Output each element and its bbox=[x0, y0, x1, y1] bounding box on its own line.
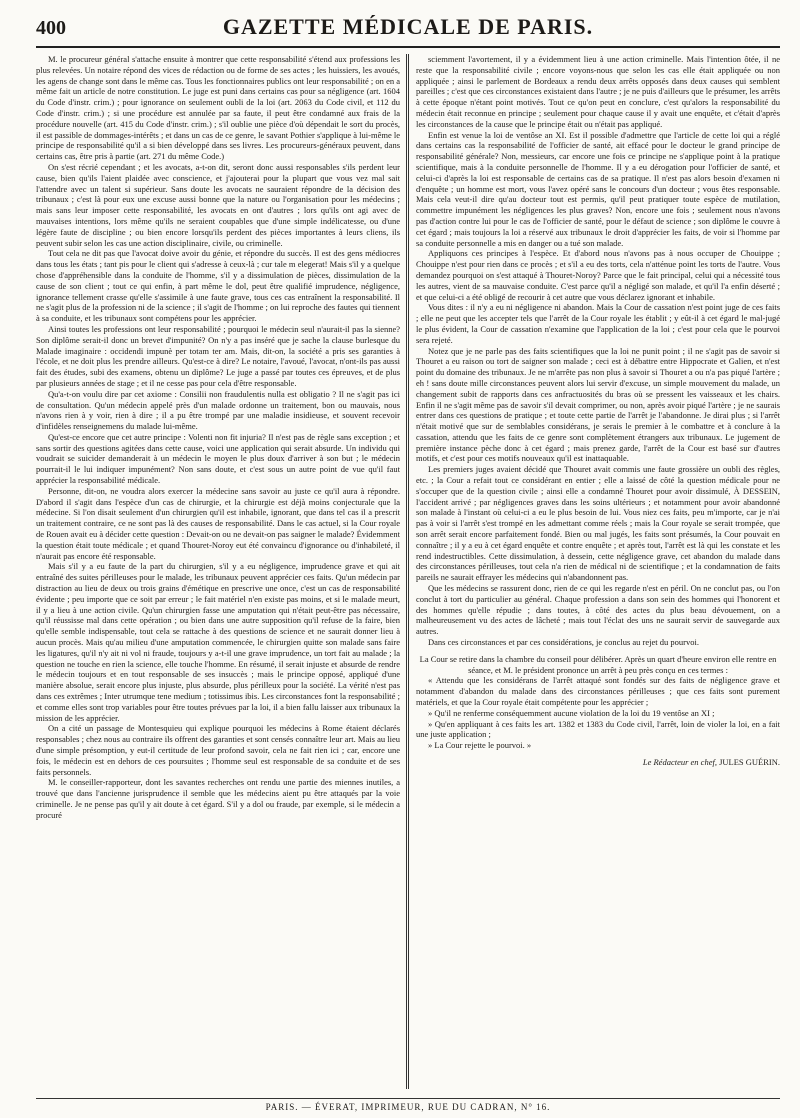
ruling-clause: « Attendu que les considérans de l'arrêt attaqué sont fondés sur des faits de négligence grave et notamment d'abandon du malade dans des circonstances périlleuses ; que ces faits sont purement matériels, et que la Cour royale était compétente pour les apprécier ; bbox=[416, 675, 780, 708]
paragraph: M. le conseiller-rapporteur, dont les savantes recherches ont rendu une partie des miennes inutiles, a trouvé que dans l'ancienne jurisprudence il semble que les médecins aient pu être attaqués par la voie criminelle. Je ne pense pas qu'il y ait doute à cet égard. S'il y a dol ou fraude, par exemple, si le médecin a procuré bbox=[36, 777, 401, 820]
page-number: 400 bbox=[36, 17, 66, 39]
right-column-paragraphs bbox=[416, 54, 780, 648]
paragraph: Personne, dit-on, ne voudra alors exercer la médecine sans savoir au juste ce qu'il aura à répondre. D'abord il s'agit dans l'espèce d'un cas de chirurgie, et la chirurgie est déjà moins conjecturale que la médecine. Si l'on disait seulement d'un chirurgien qu'il est inhabile, ignorant, que dans tel cas il a prescrit un traitement contraire, ce ne sont pas là des causes de responsabilité. Dans le cas actuel, si la Cour royale de Rouen avait eu à décider cette question : Devait-on ou ne devait-on pas saigner le malade? Évidemment la question était toute médicale ; et quand Thouret-Noroy eut été convaincu d'ignorance ou d'inhabileté, il n'aurait pas encore été responsable. bbox=[36, 485, 401, 561]
signature bbox=[416, 757, 780, 768]
paragraph: Tout cela ne dit pas que l'avocat doive avoir du génie, et répondre du succès. Il est des gens médiocres dans tous les états ; tant pis pour le client qui s'adresse à ceux-là ; cur tale m elegerat! Mais s'il y a quelque chose d'appréhensible dans la conduite de l'homme, s'il y a dissimulation de pièces, dissimulation de la cause de son client ; tout ce qui enfin, à part même le dol, peut être qualifié imprudence, négligence, ignorance tellement crasse qu'elle s'assimile à une faute grave, tous ces cas entraînent la responsabilité. Il ne s'agit plus de la profession ni de la science ; il s'agit de l'homme ; on lui reproche des fautes qui tiennent à sa conduite, et les tribunaux sont compétens pour les apprécier. bbox=[36, 248, 401, 324]
paragraph: On s'est récrié cependant ; et les avocats, a-t-on dit, seront donc aussi responsables s'ils perdent leur cause, bien qu'ils l'aient plaidée avec conscience, et j'ajouterai pour la plupart que vous vez mal sait l'attendre avec un talent si supérieur. Sans doute les avocats ne sauraient répondre de la décision des tribunaux ; c'est là pour eux une excuse aussi bonne que la nature ou l'organisation pour les médecins ; mais sans leur imposer cette responsabilité, les avocats en ont d'autres ; lors qu'ils ont agi avec de mauvaises intentions, lors même qu'ils ne seraient coupables que d'une simple indélicatesse, ou d'une légère faute de discipline ; ou bien encore lorsqu'ils perdent des pièces importantes à leurs cliens, ils peuvent subir selon les cas une action disciplinaire, civile, ou criminelle. bbox=[36, 161, 401, 248]
left-column bbox=[36, 54, 400, 1089]
paragraph: M. le procureur général s'attache ensuite à montrer que cette responsabilité s'étend aux professions les plus relevées. Un notaire répond des vices de rédaction ou de forme de ses actes ; les huissiers, les avoués, les agens de change sont dans le même cas. Tous les fonctionnaires publics ont leur responsabilité ; on en a même fait un article de notre constitution. Le juge est puni dans certains cas pour sa négligence (art. 1604 du Code d'instr. crim.) ; pour ignorance on seulement oubli de la loi (art. 2063 du Code civil, et 112 du Code d'instr. crim.) ; si une procédure est annulée par sa faute, il peut être condamné aux frais de la procédure nouvelle (art. 415 du Code d'instr. crim.) ; s'il oublie une pièce d'où dépendait le sort du procès, il est passible de dommages-intérêts ; et dans un cas de ce genre, le savant Pothier s'applique à lui-même le principe de responsabilité qu'il a si bien développé dans ses livres. Les procureurs-généraux peuvent, dans certains cas, être pris à partie (art. 271 du même Code.) bbox=[36, 54, 401, 162]
paragraph: Ainsi toutes les professions ont leur responsabilité ; pourquoi le médecin seul n'aurait-il pas la sienne? Son diplôme serait-il donc un brevet d'impunité? On n'y a pas inséré que je sache la clause burlesque du Malade imaginaire : occidendi impunè per totam ter am. Mais, dit-on, la société a pris ses garanties à l'école, et ne doit plus les prendre ailleurs. Qu'est-ce à dire? Le notaire, l'avoué, l'avocat, n'ont-ils pas aussi fait des études, subi des examens, obtenu un diplôme? Le juge a passé par toutes ces épreuves, et de plus par plusieurs années de stage ; et il ne cesse pas pour cela d'être responsable. bbox=[36, 323, 401, 388]
right-column bbox=[416, 54, 780, 1089]
page-title: GAZETTE MÉDICALE DE PARIS. bbox=[222, 14, 594, 39]
article-body bbox=[36, 54, 780, 1089]
paragraph: Dans ces circonstances et par ces considérations, je conclus au rejet du pourvoi. bbox=[428, 637, 699, 648]
signature-label: Le Rédacteur en chef, bbox=[642, 757, 717, 767]
paragraph: Qu'est-ce encore que cet autre principe : Volenti non fit injuria? Il n'est pas de règle sans exception ; et sans sortir des questions agitées dans cette cause, voici une application qui serait absurde. Un individu qui voudrait se suicider demanderait à un médecin le moyen le plus doux d'arriver à son but ; le médecin pourrait-il le lui indiquer impunément? Non sans doute, et c'est sous un autre point de vue qu'il faut apprécier la responsabilité médicale. bbox=[36, 431, 401, 486]
court-ruling bbox=[416, 675, 780, 751]
paragraph: Qu'a-t-on voulu dire par cet axiome : Consilii non fraudulentis nulla est obligatio ? Il ne s'agit pas ici de consultation. Qu'un médecin appelé près d'un malade ordonne un traitement, bon ou mauvais, nous n'avons rien à y voir, rien à dire ; il a pu être trompé par une maladie insidieuse, et souvent recevoir d'infidèles renseignemens du malade lui-même. bbox=[36, 388, 401, 432]
paragraph: Appliquons ces principes à l'espèce. Et d'abord nous n'avons pas à nous occuper de Chouippe ; Chouippe n'est pour rien dans ce procès ; et s'il a eu des torts, cela n'atténue point les torts de l'autre. Vous demandez pourquoi on s'est attaqué à Thouret-Noroy? Parce que le fait principal, celui qui a nécessité tous les autres, vient de sa mauvaise conduite. C'est parce qu'il a négligé son malade, et qu'il l'a enfin déserté ; et que celui-ci a été obligé de recourir à cet autre que vous déclarez ignorant et inhabile. bbox=[416, 248, 780, 302]
column-divider bbox=[406, 54, 410, 1089]
paragraph: Vous dites : il n'y a eu ni négligence ni abandon. Mais la Cour de cassation n'est point juge de ces faits ; elle ne peut que les accepter tels que l'arrêt de la Cour royale les établit ; y eût-il à cet égard le mal-jugé le plus évident, la Cour de cassation n'examine que l'application de la loi ; c'est pour cela que le pourvoi sera rejeté. bbox=[416, 302, 780, 345]
masthead bbox=[36, 14, 780, 48]
paragraph: Enfin est venue la loi de ventôse an XI. Est il possible d'admettre que l'article de cette loi qui a réglé dans certains cas la responsabilité de l'officier de santé, ait effacé pour le docteur le grand principe de responsabilité générale? Non, messieurs, car encore une fois ce principe ne s'applique point à la pratique scientifique, mais à la conduite personnelle de l'homme. Il y a eu dérogation pour l'officier de santé, et celui-ci d'après la loi est responsable de certains cas de sa pratique. Il n'est pas alors besoin d'examen ni d'enquête ; un homme est mort, vous l'avez opéré sans le concours d'un docteur ; vous êtes responsable. Mais cela veut-il dire qu'au docteur tout est permis, qu'il peut pratiquer toute espèce de mutilation, commettre impunément les négligences les plus graves? Non, encore une fois ; seulement nous n'avons pas d'action contre lui pour le cas de l'officier de santé, pour le défaut de science ; son diplôme le couvre à cet égard ; mais toujours la loi a réservé aux tribunaux le droit d'apprécier les faits, de voir si l'homme par sa conduite personnelle a mis en danger ou a tué son malade. bbox=[416, 129, 780, 248]
paragraph: Notez que je ne parle pas des faits scientifiques que la loi ne punit point ; il ne s'agit pas de savoir si Thouret a eu raison ou tort de saigner son malade ; ceci est à débattre entre Hippocrate et Galien, et n'est point du domaine des tribunaux. Je ne m'arrête pas non plus à savoir si Thouret a ou n'a pas piqué l'artère ; eh ! sans doute mille circonstances peuvent alors lui servir d'excuse, un simple mouvement du malade, un changement subit de rapports dans ces anfractuosités du bras où se pressent les vaisseaux et les chairs. Enfin il ne s'agit même pas de savoir s'il devait comprimer, ou non, après avoir piqué l'artère ; je ne saurais entrer dans ces questions de pratique ; et toute cette partie de l'arrêt je l'abandonne. Je dirai plus ; si l'arrêt n'était motivé que sur de semblables considérans, je serais le premier à le combattre et à conclure à la cassation, attendu que les faits de ce genre sont complètement étrangers aux tribunaux. Le jugement de première instance pèche donc à cet égard ; mais prenez garde, l'arrêt de la Cour est basé sur d'autres motifs, et c'est pour ces motifs nouveaux qu'il est inattaquable. bbox=[416, 345, 780, 464]
paragraph: Les premiers juges avaient décidé que Thouret avait commis une faute grossière un oubli des règles, etc. ; la Cour a refait tout ce considérant en entier ; elle a laissé de côté la question médicale pour ne s'occuper que de la question civile ; ainsi elle a condamné Thouret pour avoir dissimulé, À DESSEIN, l'accident arrivé ; par négligences graves dans les soins ultérieurs ; et notamment pour avoir abandonné son malade à l'instant où celui-ci a eu le plus besoin de lui. Vous niez ces faits, peu m'importe, car je n'ai pas à voir si l'arrêt s'est trompé en les admettant comme réels ; mais la Cour royale se serait trompée, que son arrêt serait encore parfaitement fondé. Bien ou mal jugés, les faits sont présumés, la Cour pouvait en connaître ; il y a eu à cet égard enquête et contre enquête ; et après tout, l'arrêt est là qui les constate et les rend indestructibles. Cette dissimulation, à dessein, cette négligence grave, cet abandon du malade dans des circonstances périlleuses, tout cela n'a rien de médical ni de scientifique ; et la condamnation de faits pareils ne saurait effrayer les médecins qui n'abandonnent pas. bbox=[416, 464, 780, 583]
paragraph: On a cité un passage de Montesquieu qui explique pourquoi les médecins à Rome étaient déclarés responsables ; chez nous au contraire ils offrent des garanties et sont censés connaître leur art. Mais au lieu d'une simple présomption, y eut-il certitude de leur profond savoir, cela ne fait rien ici ; car, encore une fois, le médecin est en dehors de ces poursuites ; l'homme seul est responsable de sa conduite et de ses faits personnels. bbox=[36, 723, 401, 777]
ruling-clause: » Qu'en appliquant à ces faits les art. 1382 et 1383 du Code civil, l'arrêt, loin de violer la loi, en a fait une juste application ; bbox=[416, 718, 780, 740]
ruling-clause: » Qu'il ne renferme conséquemment aucune violation de la loi du 19 ventôse an XI ; bbox=[428, 707, 715, 718]
paragraph: Mais s'il y a eu faute de la part du chirurgien, s'il y a eu négligence, imprudence grave et qui ait entraîné des suites périlleuses pour le malade, les tribunaux peuvent apprécier ces faits. Qu'un médecin par distraction au lieu de deux ou trois grains d'émétique en prescrive une once, c'est un cas de responsabilité évidente ; peu importe que ce soit par erreur ; le fait matériel n'en existe pas moins, et si le malade meurt, il y a lieu à une action civile. Qu'un chirurgien fasse une amputation qui n'était peut-être pas nécessaire, qu'il réussisse mal dans cette opération ; ou bien dans une autre supposition qu'il refuse de la faire, bien qu'elle semble indispensable, tout cela se rattache à des questions de science et ne saurait donner lieu à aucun procès. Mais qu'au milieu d'une amputation commencée, le chirurgien quitte son malade sans faire les ligatures, qu'il n'y ait ni vol ni fraude, toujours y a-t-il une grave imprudence, un tort fait au malade ; la question ne touche en rien la science, elle touche l'homme. En résumé, il serait injuste et absurde de rendre le médecin toujours et en tout responsable de ses insuccès ; mais le principe opposé, appliqué d'une manière absolue, serait encore plus injuste, plus absurde, plus périlleux pour la société. La vérité n'est pas dans ces extrêmes ; Inter utrumque tene medium ; totissimus ibis. Les circonstances font la responsabilité ; et comme elles sont trop variables pour être toutes prévues par la loi, il a bien fallu laisser aux tribunaux la mission de les apprécier. bbox=[36, 561, 401, 723]
court-ruling-intro: La Cour se retire dans la chambre du conseil pour délibérer. Après un quart d'heure environ elle rentre en séance, et M. le président prononce un arrêt à peu près conçu en ces termes : bbox=[419, 653, 777, 675]
ruling-clause: » La Cour rejette le pourvoi. » bbox=[428, 740, 532, 751]
paragraph: Que les médecins se rassurent donc, rien de ce qui les regarde n'est en péril. On ne conclut pas, ou l'on conclut à tort du particulier au général. Chaque profession a dans son sein des hommes qui l'honorent et des hommes qu'elle répudie ; dans toutes, à côté des actes du plus beau dévouement, on a malheureusement vu des actes de lâcheté ; mais tout l'éclat des uns ne saurait servir de sauvegarde aux autres. bbox=[416, 583, 780, 637]
printer-footer: PARIS. — ÉVERAT, IMPRIMEUR, RUE DU CADRAN, N° 16. bbox=[36, 1098, 780, 1112]
paragraph: sciemment l'avortement, il y a évidemment lieu à une action criminelle. Mais l'intention ôtée, il ne reste que la responsabilité civile ; encore voyons-nous que selon les cas elle était appliquée ou non appliquée ; ainsi le parlement de Bordeaux a rendu deux arrêts opposés dans deux causes qui semblent pareilles ; c'est que ces circonstances existaient dans l'autre ; je ne puis d'ailleurs que le présumer, les arrêts à cette époque n'étant point motivés. Tout ce qu'on peut en conclure, c'est qu'alors la responsabilité du médecin était reconnue en principe ; seulement pour chaque cause il y avait une enquête, et c'était d'après les circonstances de la cause que le principe était ou n'était pas appliqué. bbox=[416, 54, 780, 129]
signature-name: JULES GUÉRIN. bbox=[719, 757, 780, 767]
